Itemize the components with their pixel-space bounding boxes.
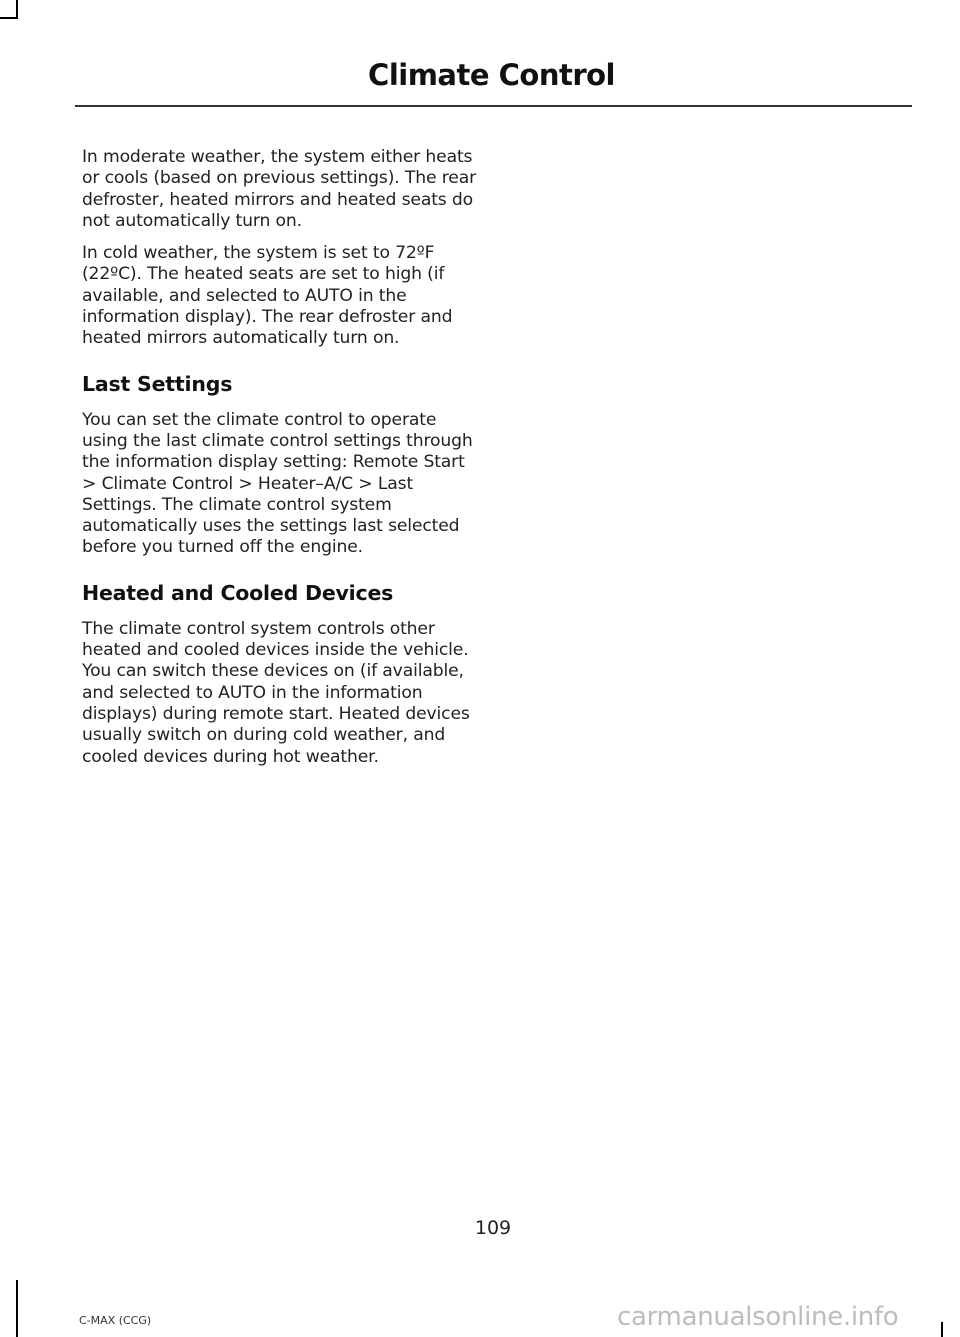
header-divider <box>75 105 912 107</box>
paragraph-last-settings: You can set the climate control to operate using the last climate control settings through the information display setting: Remote Start > Climate Control > Heater–A/C > Last Settings. The climate control system automatically uses the settings last selected before you turned off the engine. <box>82 409 473 558</box>
watermark: carmanualsonline.info <box>617 1302 899 1332</box>
main-column <box>82 147 482 779</box>
page-number: 109 <box>474 1217 512 1239</box>
footer-model-label: C-MAX (CCG) <box>79 1314 152 1327</box>
heading-last-settings: Last Settings <box>82 371 233 396</box>
crop-mark-bottom-left <box>16 1280 18 1337</box>
crop-mark-top-left <box>16 0 18 18</box>
crop-mark-top-left-h <box>0 17 18 19</box>
heading-heated-cooled-devices: Heated and Cooled Devices <box>82 580 394 605</box>
paragraph-heated-cooled-devices: The climate control system controls other heated and cooled devices inside the vehicle. You can switch these devices on (if available, and selected to AUTO in the information displays) during remote start. Heated devices usually switch on during cold weather, and cooled devices during hot weather. <box>82 618 470 767</box>
crop-mark-bottom-right <box>941 1322 943 1337</box>
page-title: Climate Control <box>368 58 615 92</box>
paragraph-cold-weather: In cold weather, the system is set to 72ºF (22ºC). The heated seats are set to high (if available, and selected to AUTO in the information display). The rear defroster and heated mirrors automatically turn on. <box>82 243 453 349</box>
paragraph-moderate-weather: In moderate weather, the system either heats or cools (based on previous settings). The rear defroster, heated mirrors and heated seats do not automatically turn on. <box>82 147 477 231</box>
